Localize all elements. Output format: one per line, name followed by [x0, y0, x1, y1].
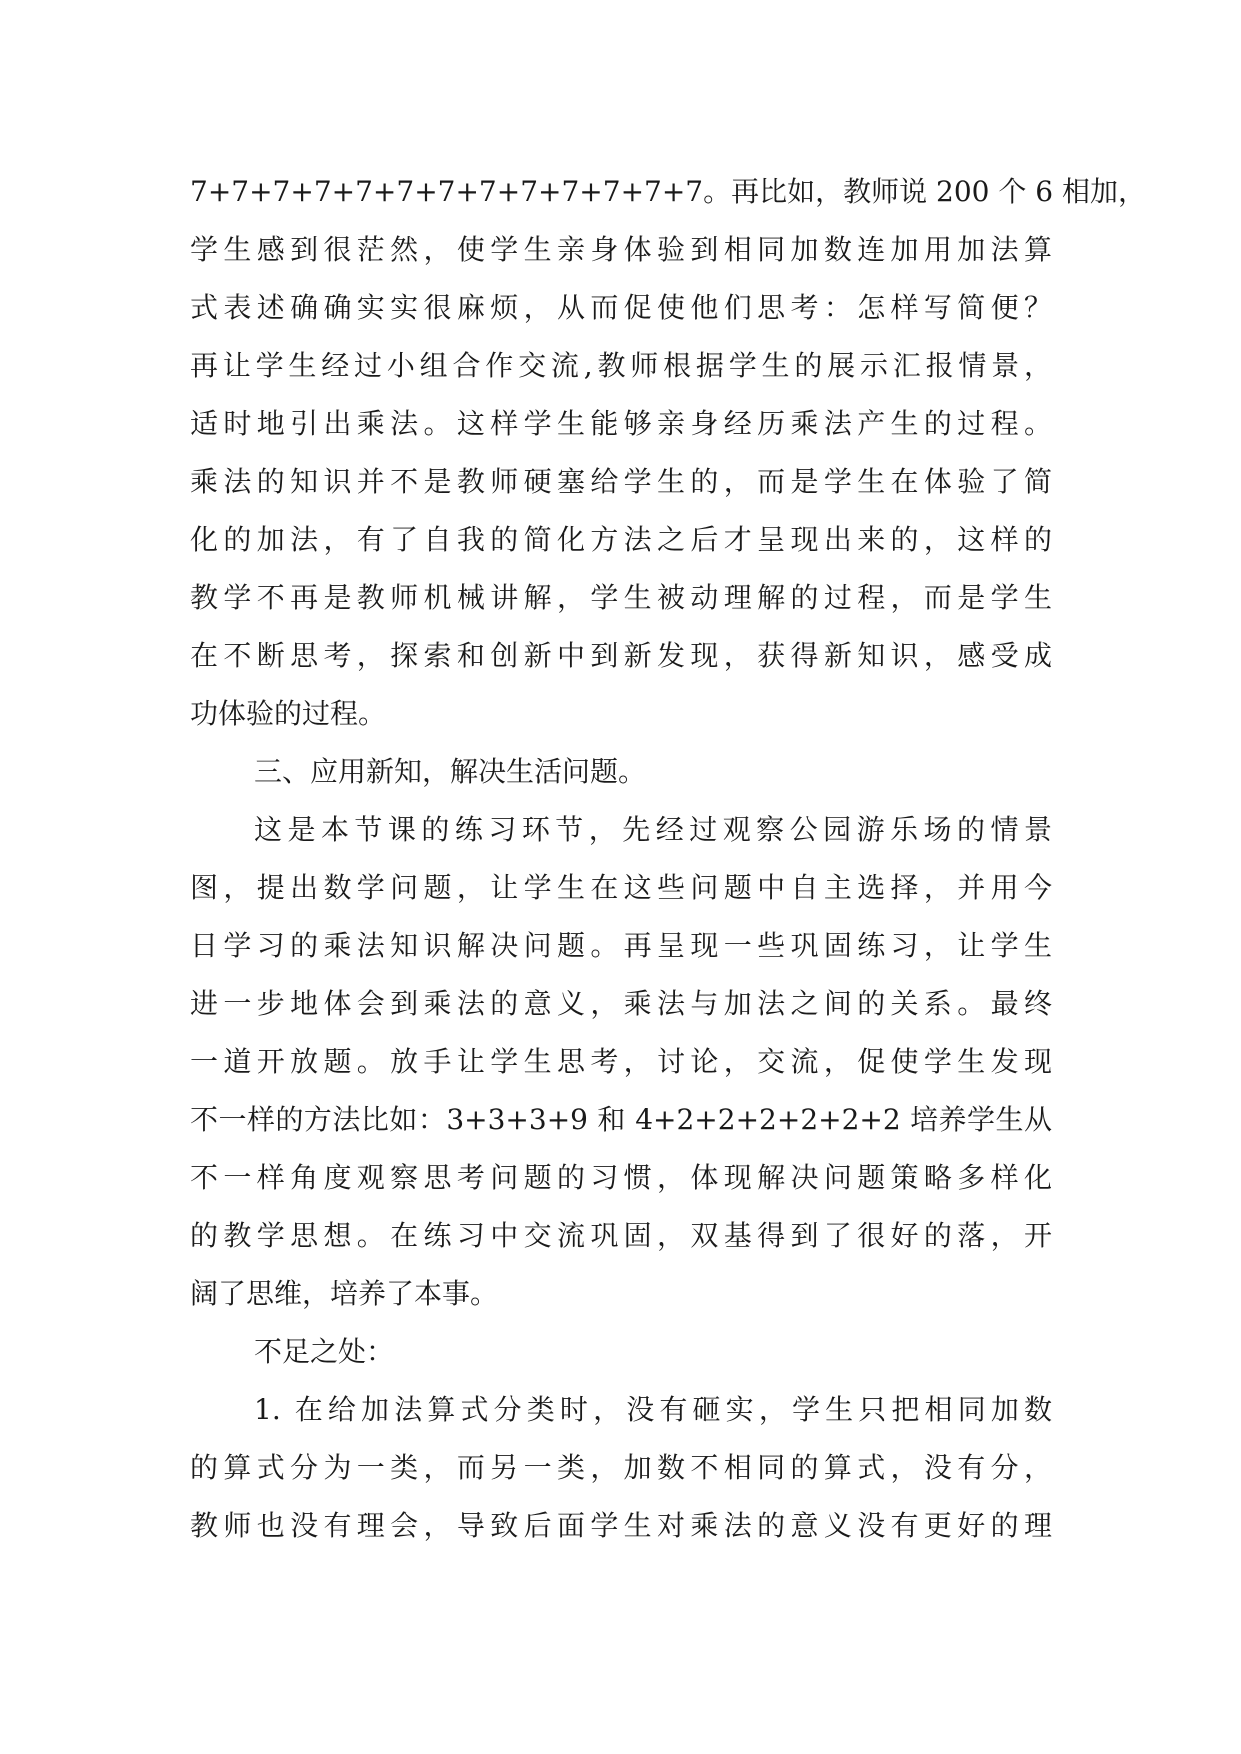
section-heading: 三、应用新知，解决生活问题。 [254, 755, 647, 788]
text-line: 的教学思想。在练习中交流巩固，双基得到了很好的落，开 [190, 1219, 1052, 1252]
text-line: 日学习的乘法知识解决问题。再呈现一些巩固练习，让学生 [190, 929, 1052, 962]
text-line: 1. 在给加法算式分类时，没有砸实，学生只把相同加数 [254, 1393, 1052, 1426]
text-line: 适时地引出乘法。这样学生能够亲身经历乘法产生的过程。 [190, 407, 1052, 440]
text-line: 再让学生经过小组合作交流,教师根据学生的展示汇报情景， [190, 349, 1052, 382]
text-line: 7+7+7+7+7+7+7+7+7+7+7+7+7。再比如，教师说 200 个 6 相加， [190, 175, 1146, 208]
text-line: 功体验的过程。 [190, 697, 387, 730]
text-line: 教师也没有理会，导致后面学生对乘法的意义没有更好的理 [190, 1509, 1052, 1542]
text-line: 的算式分为一类，而另一类，加数不相同的算式，没有分， [190, 1451, 1052, 1484]
text-line: 一道开放题。放手让学生思考，讨论，交流，促使学生发现 [190, 1045, 1052, 1078]
text-line: 式表述确确实实很麻烦，从而促使他们思考：怎样写简便？ [190, 291, 1052, 324]
text-line: 化的加法，有了自我的简化方法之后才呈现出来的，这样的 [190, 523, 1052, 556]
text-line: 在不断思考，探索和创新中到新发现，获得新知识，感受成 [190, 639, 1052, 672]
body-text [190, 163, 1146, 1555]
text-line: 进一步地体会到乘法的意义，乘法与加法之间的关系。最终 [190, 987, 1052, 1020]
text-line: 教学不再是教师机械讲解，学生被动理解的过程，而是学生 [190, 581, 1052, 614]
text-line: 这是本节课的练习环节，先经过观察公园游乐场的情景 [254, 813, 1052, 846]
text-line: 不一样角度观察思考问题的习惯，体现解决问题策略多样化 [190, 1161, 1052, 1194]
text-line: 图，提出数学问题，让学生在这些问题中自主选择，并用今 [190, 871, 1052, 904]
text-line: 阔了思维，培养了本事。 [190, 1277, 499, 1310]
text-line: 不一样的方法比如：3+3+3+9 和 4+2+2+2+2+2+2 培养学生从 [190, 1103, 1052, 1136]
text-line: 乘法的知识并不是教师硬塞给学生的，而是学生在体验了简 [190, 465, 1052, 498]
text-line: 学生感到很茫然，使学生亲身体验到相同加数连加用加法算 [190, 233, 1052, 266]
section-heading: 不足之处： [254, 1335, 395, 1368]
